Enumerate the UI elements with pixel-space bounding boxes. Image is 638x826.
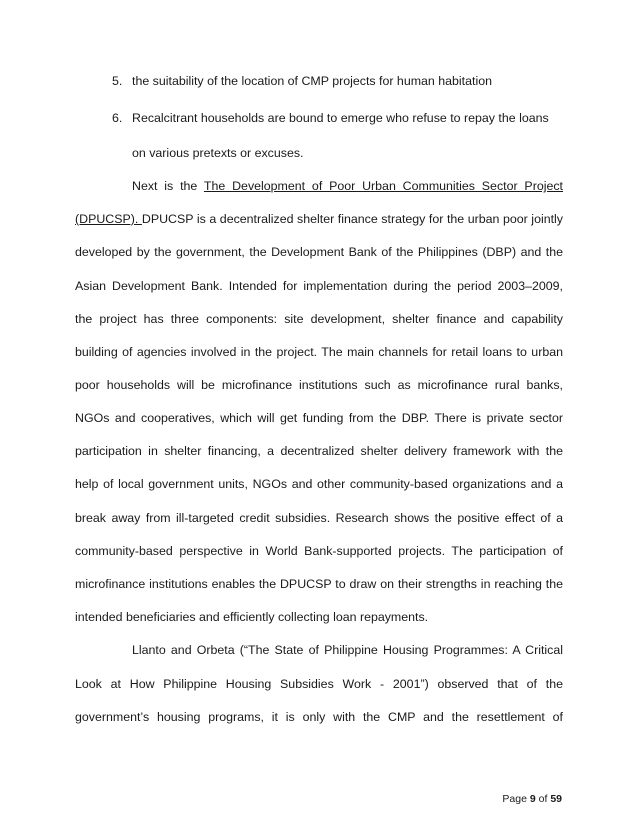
paragraph-1-line-2 <box>75 212 563 226</box>
list-number-6: 6. <box>112 111 123 125</box>
acronym-link: (DPUCSP). <box>75 212 142 226</box>
paragraph-1-line-10: help of local government units, NGOs and other community-based organizations and a <box>75 477 563 491</box>
paragraph-1-line-3: developed by the government, the Development Bank of the Philippines (DBP) and the <box>75 245 563 259</box>
paragraph-2-line-3: government’s housing programs, it is only with the CMP and the resettlement of <box>75 710 563 724</box>
paragraph-1-line-1 <box>132 179 563 193</box>
project-title-link: The Development of Poor Urban Communities Sector Project <box>203 179 563 193</box>
paragraph-2-line-2: Look at How Philippine Housing Subsidies Work - 2001”) observed that of the <box>75 677 563 691</box>
paragraph-1-last-line: intended beneficiaries and efficiently collecting loan repayments. <box>75 610 429 624</box>
paragraph-1-line-5: the project has three components: site development, shelter finance and capability <box>75 312 563 326</box>
paragraph-1-line-7: poor households will be microfinance institutions such as microfinance rural banks, <box>75 378 563 392</box>
paragraph-1-line-8: NGOs and cooperatives, which will get funding from the DBP. There is private sector <box>75 411 563 425</box>
paragraph-1-line-6: building of agencies involved in the project. The main channels for retail loans to urban <box>75 345 563 359</box>
list-number-5: 5. <box>112 74 123 88</box>
list-item-6-continuation: on various pretexts or excuses. <box>132 146 304 160</box>
paragraph-1-line-12: community-based perspective in World Bank-supported projects. The participation of <box>75 544 563 558</box>
page-number-footer <box>502 793 562 805</box>
paragraph-text: DPUCSP is a decentralized shelter finance strategy for the urban poor jointly <box>141 212 563 226</box>
total-pages-number: 59 <box>550 793 562 805</box>
list-item-6: Recalcitrant households are bound to emerge who refuse to repay the loans <box>132 111 549 125</box>
of-label: of <box>535 793 551 805</box>
page-label: Page <box>502 793 530 805</box>
current-page-number: 9 <box>529 793 536 805</box>
paragraph-lead: Next is the <box>132 179 204 193</box>
paragraph-1-line-4: Asian Development Bank. Intended for implementation during the period 2003–2009, <box>75 279 563 293</box>
list-item-5: the suitability of the location of CMP projects for human habitation <box>132 74 492 88</box>
paragraph-2-line-1: Llanto and Orbeta (“The State of Philippine Housing Programmes: A Critical <box>132 643 563 657</box>
paragraph-1-line-13: microfinance institutions enables the DPUCSP to draw on their strengths in reaching the <box>75 577 563 591</box>
paragraph-1-line-9: participation in shelter financing, a decentralized shelter delivery framework with the <box>75 444 563 458</box>
paragraph-1-line-11: break away from ill-targeted credit subsidies. Research shows the positive effect of a <box>75 511 563 525</box>
